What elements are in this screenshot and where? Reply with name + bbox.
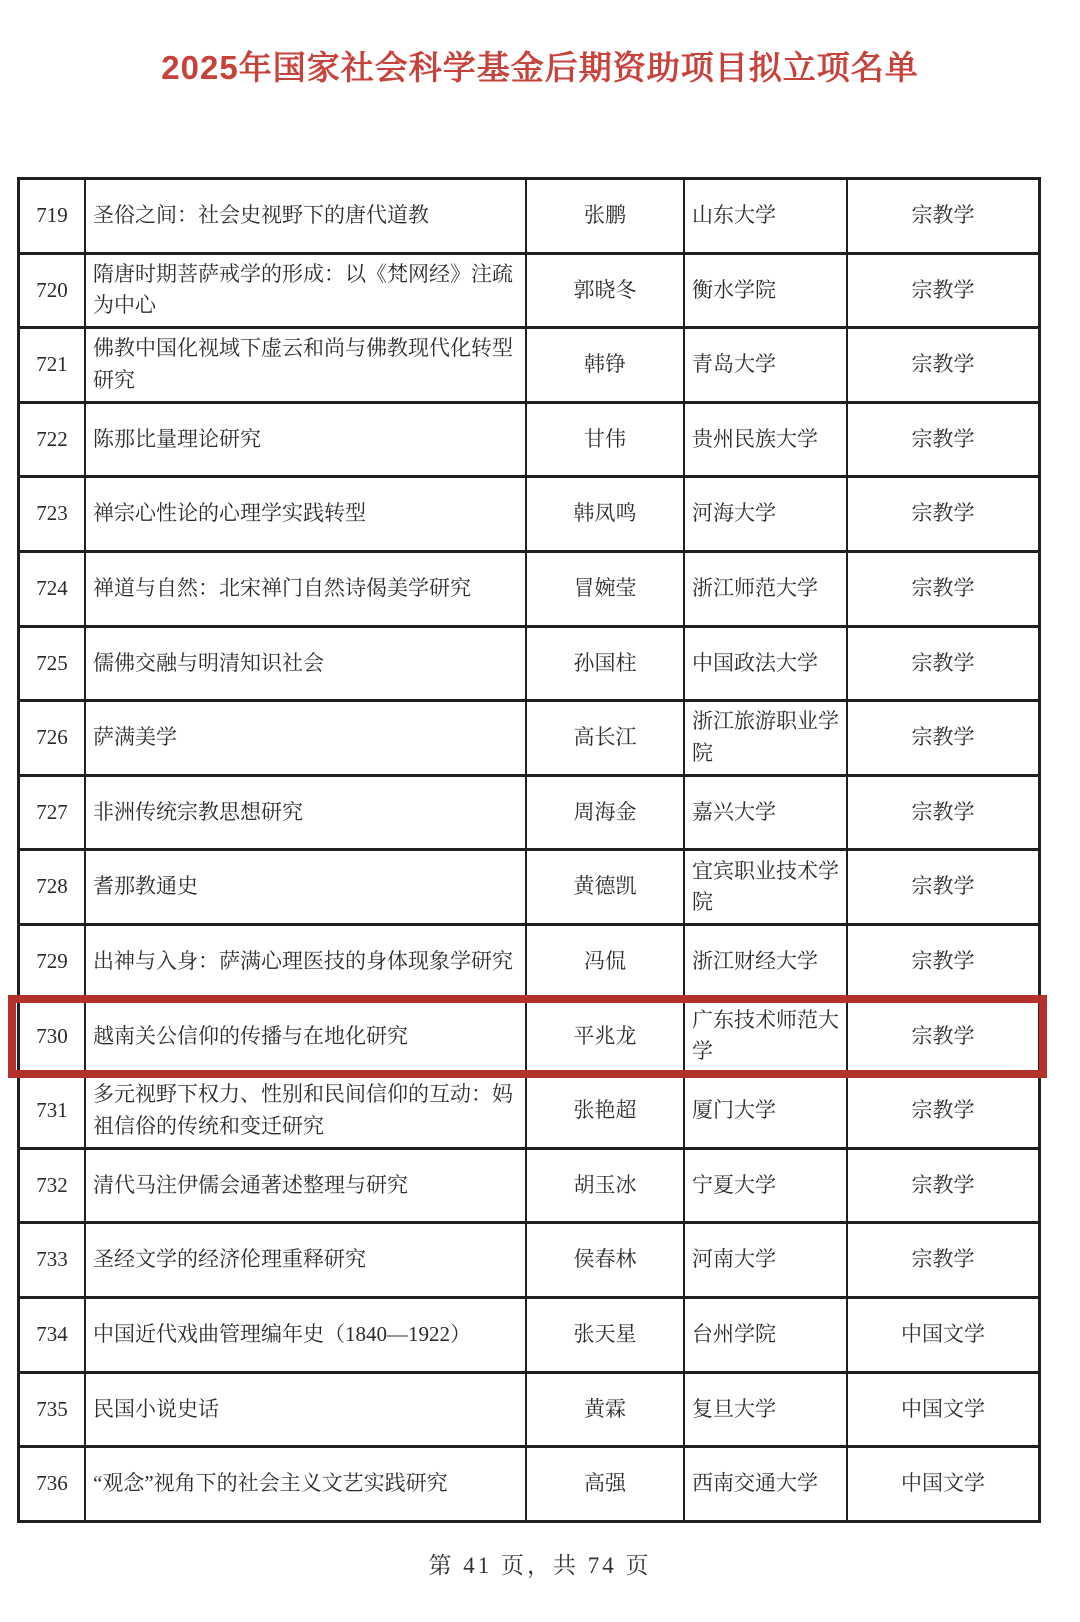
cell-project-title: 耆那教通史 [86, 851, 527, 923]
cell-discipline: 宗教学 [911, 1023, 975, 1048]
cell-discipline: 宗教学 [911, 725, 975, 750]
cell-project-title: “观念”视角下的社会主义文艺实践研究 [86, 1448, 527, 1520]
table-row [20, 1150, 1038, 1225]
cell-discipline: 中国文学 [901, 1321, 985, 1346]
cell-discipline: 宗教学 [911, 1098, 975, 1123]
cell-institution: 衡水学院 [685, 255, 848, 327]
cell-project-title: 萨满美学 [86, 702, 527, 774]
cell-institution: 浙江旅游职业学院 [685, 702, 848, 774]
cell-institution: 广东技术师范大学 [685, 1001, 848, 1073]
projects-table [17, 177, 1041, 1523]
cell-discipline: 宗教学 [911, 948, 975, 973]
cell-institution: 宁夏大学 [685, 1150, 848, 1222]
cell-applicant: 韩铮 [527, 329, 685, 401]
cell-institution: 浙江财经大学 [685, 926, 848, 998]
table-row [20, 628, 1038, 703]
cell-institution: 河海大学 [685, 478, 848, 550]
cell-discipline: 宗教学 [911, 799, 975, 824]
cell-discipline: 宗教学 [911, 874, 975, 899]
table-row [20, 329, 1038, 404]
table-row [20, 851, 1038, 926]
cell-applicant: 冯侃 [527, 926, 685, 998]
page-footer: 第 41 页，共 74 页 [428, 1553, 652, 1578]
cell-applicant: 甘伟 [527, 404, 685, 476]
cell-number: 727 [20, 777, 86, 849]
cell-discipline: 宗教学 [911, 1247, 975, 1272]
cell-discipline: 中国文学 [901, 1396, 985, 1421]
cell-discipline: 宗教学 [911, 203, 975, 228]
cell-institution: 嘉兴大学 [685, 777, 848, 849]
cell-number: 734 [20, 1299, 86, 1371]
document-page [0, 42, 1080, 1578]
cell-project-title: 禅道与自然：北宋禅门自然诗偈美学研究 [86, 553, 527, 625]
table-row [20, 702, 1038, 777]
cell-discipline: 宗教学 [911, 650, 975, 675]
cell-institution: 复旦大学 [685, 1374, 848, 1446]
cell-applicant: 侯春林 [527, 1224, 685, 1296]
cell-project-title: 越南关公信仰的传播与在地化研究 [86, 1001, 527, 1073]
cell-number: 731 [20, 1075, 86, 1147]
cell-project-title: 非洲传统宗教思想研究 [86, 777, 527, 849]
cell-applicant: 胡玉冰 [527, 1150, 685, 1222]
cell-institution: 厦门大学 [685, 1075, 848, 1147]
cell-project-title: 中国近代戏曲管理编年史（1840—1922） [86, 1299, 527, 1371]
cell-institution: 浙江师范大学 [685, 553, 848, 625]
cell-project-title: 陈那比量理论研究 [86, 404, 527, 476]
cell-institution: 青岛大学 [685, 329, 848, 401]
cell-project-title: 佛教中国化视域下虚云和尚与佛教现代化转型研究 [86, 329, 527, 401]
cell-applicant: 韩凤鸣 [527, 478, 685, 550]
cell-number: 720 [20, 255, 86, 327]
table-row [20, 180, 1038, 255]
cell-number: 726 [20, 702, 86, 774]
table-row [20, 478, 1038, 553]
cell-institution: 西南交通大学 [685, 1448, 848, 1520]
table-row [20, 1448, 1038, 1520]
cell-discipline: 中国文学 [901, 1471, 985, 1496]
cell-number: 735 [20, 1374, 86, 1446]
cell-number: 732 [20, 1150, 86, 1222]
cell-applicant: 冒婉莹 [527, 553, 685, 625]
cell-number: 723 [20, 478, 86, 550]
page-title: 2025年国家社会科学基金后期资助项目拟立项名单 [161, 49, 919, 86]
cell-number: 728 [20, 851, 86, 923]
cell-project-title: 出神与入身：萨满心理医技的身体现象学研究 [86, 926, 527, 998]
cell-applicant: 平兆龙 [527, 1001, 685, 1073]
cell-number: 725 [20, 628, 86, 700]
table-row [20, 1001, 1038, 1076]
cell-institution: 中国政法大学 [685, 628, 848, 700]
cell-number: 729 [20, 926, 86, 998]
cell-institution: 山东大学 [685, 180, 848, 252]
cell-project-title: 清代马注伊儒会通著述整理与研究 [86, 1150, 527, 1222]
table-row [20, 926, 1038, 1001]
cell-applicant: 张鹏 [527, 180, 685, 252]
cell-project-title: 圣经文学的经济伦理重释研究 [86, 1224, 527, 1296]
cell-project-title: 隋唐时期菩萨戒学的形成：以《梵网经》注疏为中心 [86, 255, 527, 327]
cell-institution: 河南大学 [685, 1224, 848, 1296]
cell-institution: 台州学院 [685, 1299, 848, 1371]
cell-institution: 贵州民族大学 [685, 404, 848, 476]
cell-project-title: 圣俗之间：社会史视野下的唐代道教 [86, 180, 527, 252]
table-row [20, 255, 1038, 330]
table-row [20, 1224, 1038, 1299]
table-row [20, 1075, 1038, 1150]
cell-applicant: 周海金 [527, 777, 685, 849]
cell-discipline: 宗教学 [911, 576, 975, 601]
cell-number: 719 [20, 180, 86, 252]
table-row [20, 777, 1038, 852]
table-row [20, 404, 1038, 479]
cell-number: 721 [20, 329, 86, 401]
cell-number: 736 [20, 1448, 86, 1520]
cell-discipline: 宗教学 [911, 426, 975, 451]
cell-project-title: 禅宗心性论的心理学实践转型 [86, 478, 527, 550]
cell-applicant: 高强 [527, 1448, 685, 1520]
cell-discipline: 宗教学 [911, 1172, 975, 1197]
cell-applicant: 黄德凯 [527, 851, 685, 923]
cell-discipline: 宗教学 [911, 277, 975, 302]
cell-number: 730 [20, 1001, 86, 1073]
cell-number: 733 [20, 1224, 86, 1296]
cell-project-title: 民国小说史话 [86, 1374, 527, 1446]
cell-applicant: 孙国柱 [527, 628, 685, 700]
cell-project-title: 多元视野下权力、性别和民间信仰的互动：妈祖信俗的传统和变迁研究 [86, 1075, 527, 1147]
table-row [20, 1299, 1038, 1374]
cell-discipline: 宗教学 [911, 352, 975, 377]
cell-number: 724 [20, 553, 86, 625]
cell-number: 722 [20, 404, 86, 476]
cell-applicant: 高长江 [527, 702, 685, 774]
cell-institution: 宜宾职业技术学院 [685, 851, 848, 923]
cell-applicant: 张艳超 [527, 1075, 685, 1147]
cell-discipline: 宗教学 [911, 501, 975, 526]
table-row [20, 1374, 1038, 1449]
table-row [20, 553, 1038, 628]
cell-project-title: 儒佛交融与明清知识社会 [86, 628, 527, 700]
cell-applicant: 黄霖 [527, 1374, 685, 1446]
cell-applicant: 郭晓冬 [527, 255, 685, 327]
cell-applicant: 张天星 [527, 1299, 685, 1371]
